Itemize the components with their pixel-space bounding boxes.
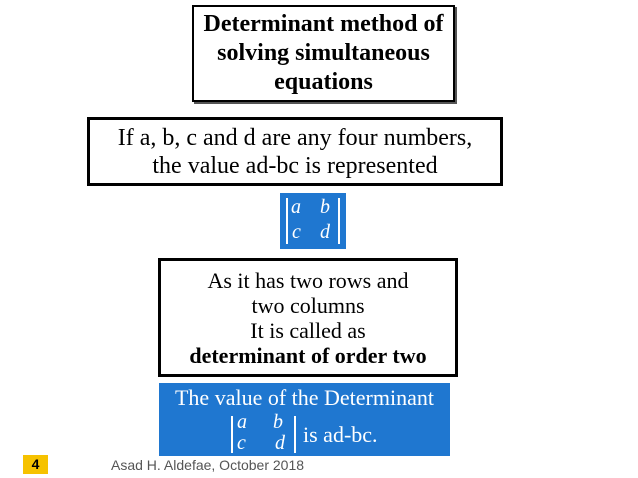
value-determinant-right-bar (294, 416, 296, 453)
value-matrix-cell-d: d (275, 432, 285, 454)
order-line-2: two columns (251, 292, 365, 318)
value-determinant-left-bar (231, 416, 233, 453)
value-matrix-cell-b: b (273, 411, 283, 433)
matrix-cell-a: a (291, 196, 301, 218)
statement-box (87, 117, 503, 186)
determinant-right-bar (338, 198, 340, 244)
title-line-2: solving simultaneous (217, 40, 430, 66)
value-title: The value of the Determinant (174, 385, 434, 410)
matrix-cell-b: b (320, 196, 330, 218)
value-suffix: is ad-bc. (303, 422, 378, 447)
footer-author-date: Asad H. Aldefae, October 2018 (111, 457, 305, 473)
value-matrix-cell-c: c (237, 432, 246, 454)
slide-number-badge: 4 (23, 455, 48, 474)
matrix-cell-c: c (292, 221, 301, 243)
order-line-4: determinant of order two (189, 342, 427, 368)
statement-line-2: the value ad-bc is represented (152, 152, 438, 179)
statement-line-1: If a, b, c and d are any four numbers, (117, 124, 473, 151)
order-line-3: It is called as (250, 317, 366, 343)
title-line-3: equations (274, 69, 373, 95)
value-matrix-cell-a: a (237, 411, 247, 433)
order-box (158, 258, 458, 377)
determinant-left-bar (286, 198, 288, 244)
value-box (159, 383, 450, 456)
title-line-1: Determinant method of (203, 11, 444, 37)
order-line-1: As it has two rows and (207, 267, 409, 293)
matrix-cell-d: d (320, 221, 330, 243)
title-box (192, 5, 455, 102)
determinant-matrix (280, 193, 346, 249)
